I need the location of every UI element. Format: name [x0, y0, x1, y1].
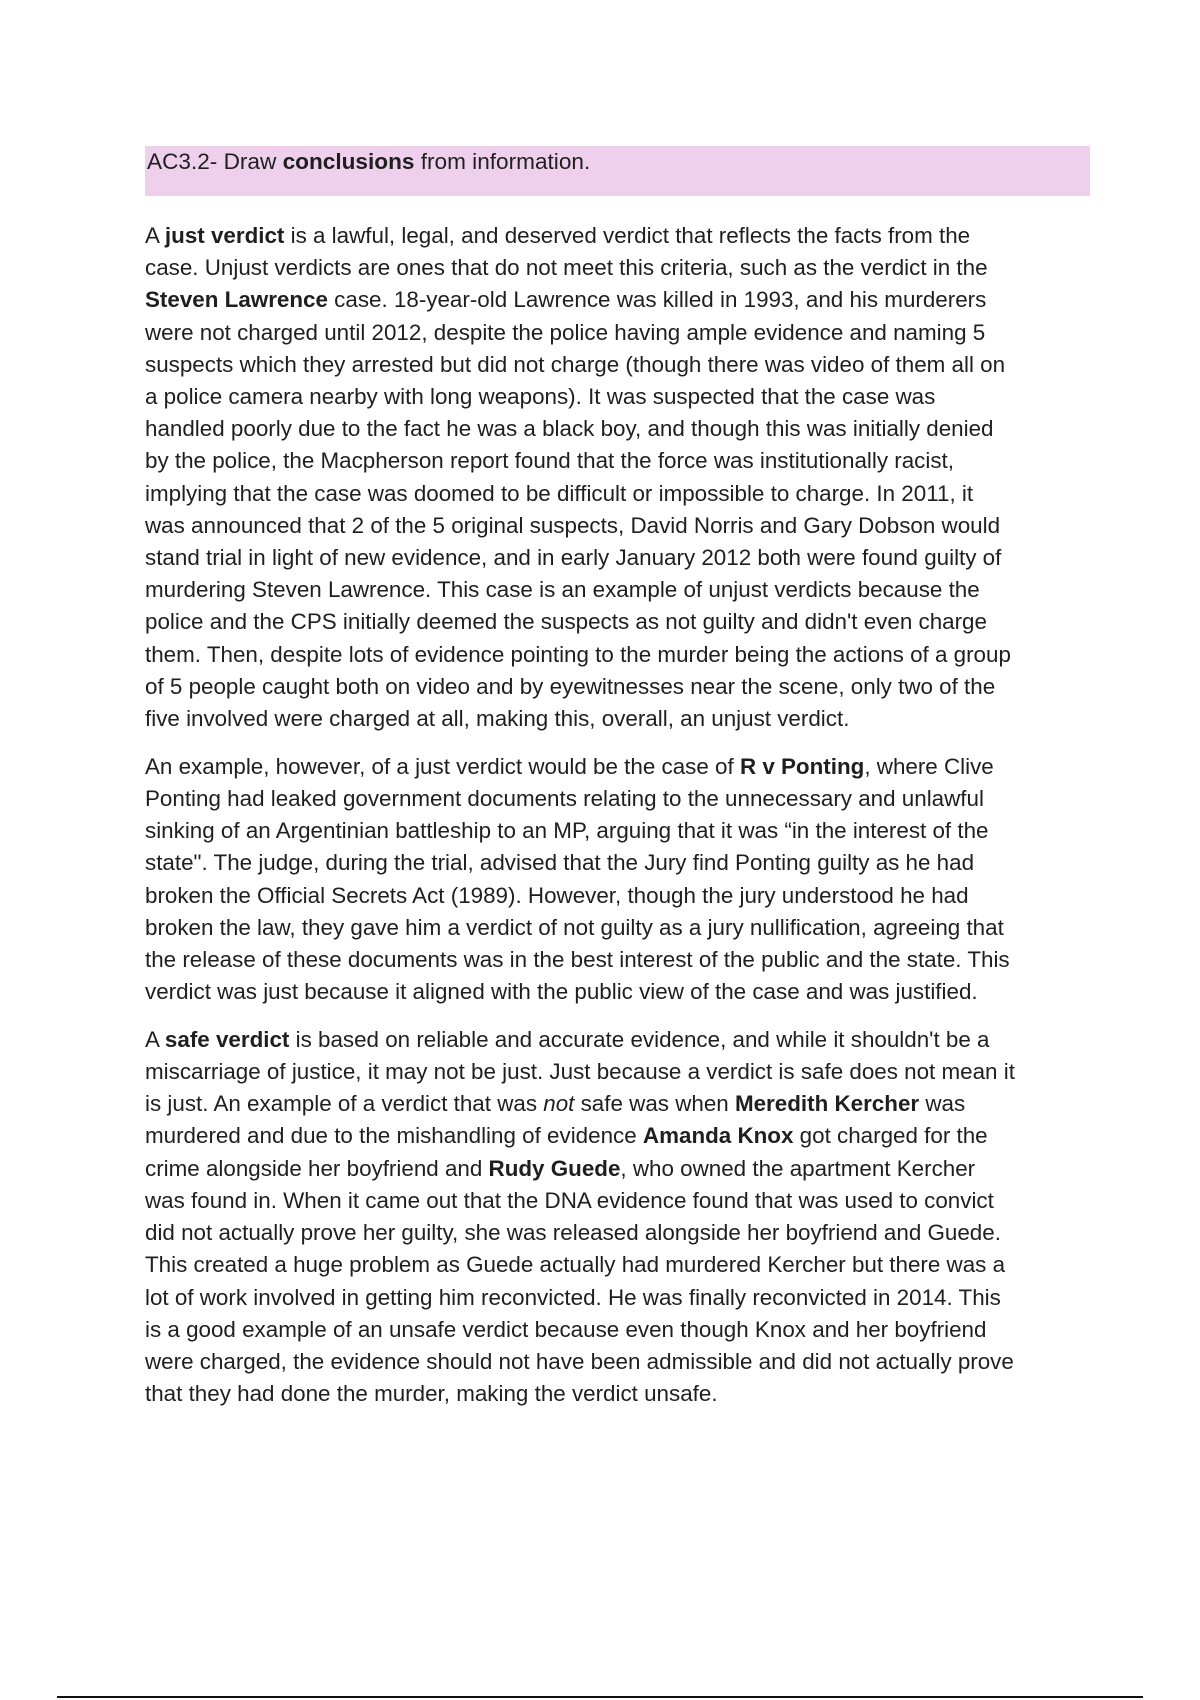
text-line: implying that the case was doomed to be difficult or impossible to charge. In 2011, it [145, 480, 974, 506]
text-line: is a good example of an unsafe verdict because even though Knox and her boyfriend [145, 1316, 987, 1342]
text-line [145, 1153, 1091, 1185]
text-line: handled poorly due to the fact he was a black boy, and though this was initially denied [145, 416, 994, 442]
text-line: lot of work involved in getting him reconvicted. He was finally reconvicted in 2014. This [145, 1284, 1001, 1310]
text-span: , where Clive [864, 753, 994, 779]
text-line [145, 1120, 1091, 1152]
body-text [145, 220, 1091, 1426]
text-line: the release of these documents was in the best interest of the public and the state. This [145, 946, 1010, 972]
text-span: safe was when [574, 1091, 735, 1117]
text-line: them. Then, despite lots of evidence pointing to the murder being the actions of a group [145, 641, 1011, 667]
italic-term: not [543, 1091, 575, 1117]
text-line: was announced that 2 of the 5 original suspects, David Norris and Gary Dobson would [145, 512, 1001, 538]
heading-code: AC3.2- Draw [147, 149, 283, 174]
text-line: by the police, the Macpherson report found that the force was institutionally racist, [145, 448, 954, 474]
bold-term: safe verdict [164, 1026, 290, 1052]
text-line: verdict was just because it aligned with the public view of the case and was justified. [145, 979, 978, 1005]
text-span: crime alongside her boyfriend and [145, 1155, 489, 1181]
text-line: broken the Official Secrets Act (1989). However, though the jury understood he had [145, 882, 969, 908]
text-span: , who owned the apartment Kercher [620, 1155, 976, 1181]
text-line: were charged, the evidence should not have been admissible and did not actually prove [145, 1348, 1014, 1374]
text-span: is based on reliable and accurate evidence, and while it shouldn't be a [289, 1026, 990, 1052]
text-line: police and the CPS initially deemed the suspects as not guilty and didn't even charge [145, 609, 987, 635]
text-line [145, 1088, 1091, 1120]
bold-term: just verdict [164, 223, 285, 248]
bold-term: Amanda Knox [642, 1123, 794, 1149]
bold-term: Steven Lawrence [145, 287, 328, 313]
text-line: was found in. When it came out that the DNA evidence found that was used to convict [145, 1187, 994, 1213]
text-line: miscarriage of justice, it may not be just. Just because a verdict is safe does not mean it [145, 1059, 1015, 1085]
heading-band [145, 146, 1090, 196]
paragraph-just-verdict [145, 220, 1091, 735]
text-span: murdered and due to the mishandling of evidence [145, 1123, 643, 1149]
text-line: a police camera nearby with long weapons). It was suspected that the case was [145, 384, 936, 410]
text-line: were not charged until 2012, despite the police having ample evidence and naming 5 [145, 319, 986, 345]
bold-term: Rudy Guede [488, 1155, 621, 1181]
text-line: five involved were charged at all, making this, overall, an unjust verdict. [145, 706, 850, 732]
text-line [145, 1024, 1091, 1056]
section-heading [147, 146, 1090, 177]
text-line: broken the law, they gave him a verdict of not guilty as a jury nullification, agreeing that [145, 914, 1004, 940]
text-line: Ponting had leaked government documents relating to the unnecessary and unlawful [145, 785, 984, 811]
text-line: stand trial in light of new evidence, and in early January 2012 both were found guilty of [145, 545, 1002, 571]
text-span: A [145, 1026, 165, 1052]
heading-rest: from information. [414, 149, 591, 174]
text-line: sinking of an Argentinian battleship to an MP, arguing that it was “in the interest of the [145, 818, 989, 844]
text-line: of 5 people caught both on video and by eyewitnesses near the scene, only two of the [145, 673, 996, 699]
paragraph-safe-verdict [145, 1024, 1091, 1410]
text-span: is just. An example of a verdict that was [145, 1091, 544, 1117]
text-line [145, 751, 1091, 783]
text-span: is a lawful, legal, and deserved verdict that reflects the facts from the [284, 223, 971, 248]
text-line: This created a huge problem as Guede actually had murdered Kercher but there was a [145, 1252, 1006, 1278]
text-line [145, 284, 1091, 316]
text-line: murdering Steven Lawrence. This case is an example of unjust verdicts because the [145, 577, 980, 603]
paragraph-r-v-ponting [145, 751, 1091, 1009]
text-line: suspects which they arrested but did not charge (though there was video of them all on [145, 351, 1006, 377]
text-line: did not actually prove her guilty, she was released alongside her boyfriend and Guede. [145, 1220, 1001, 1246]
text-line: state". The judge, during the trial, advised that the Jury find Ponting guilty as he had [145, 850, 975, 876]
text-span: A [145, 223, 165, 248]
bold-term: R v Ponting [739, 753, 865, 779]
footer-rule [57, 1696, 1143, 1698]
heading-bold: conclusions [282, 149, 415, 174]
text-span: got charged for the [793, 1123, 988, 1149]
bold-term: Meredith Kercher [734, 1091, 920, 1117]
text-span: was [919, 1091, 966, 1117]
text-line [145, 220, 1091, 252]
text-line: case. Unjust verdicts are ones that do not meet this criteria, such as the verdict in the [145, 255, 988, 281]
text-line: that they had done the murder, making the verdict unsafe. [145, 1381, 718, 1407]
text-span: case. 18-year-old Lawrence was killed in 1993, and his murderers [327, 287, 987, 313]
text-span: An example, however, of a just verdict would be the case of [145, 753, 740, 779]
